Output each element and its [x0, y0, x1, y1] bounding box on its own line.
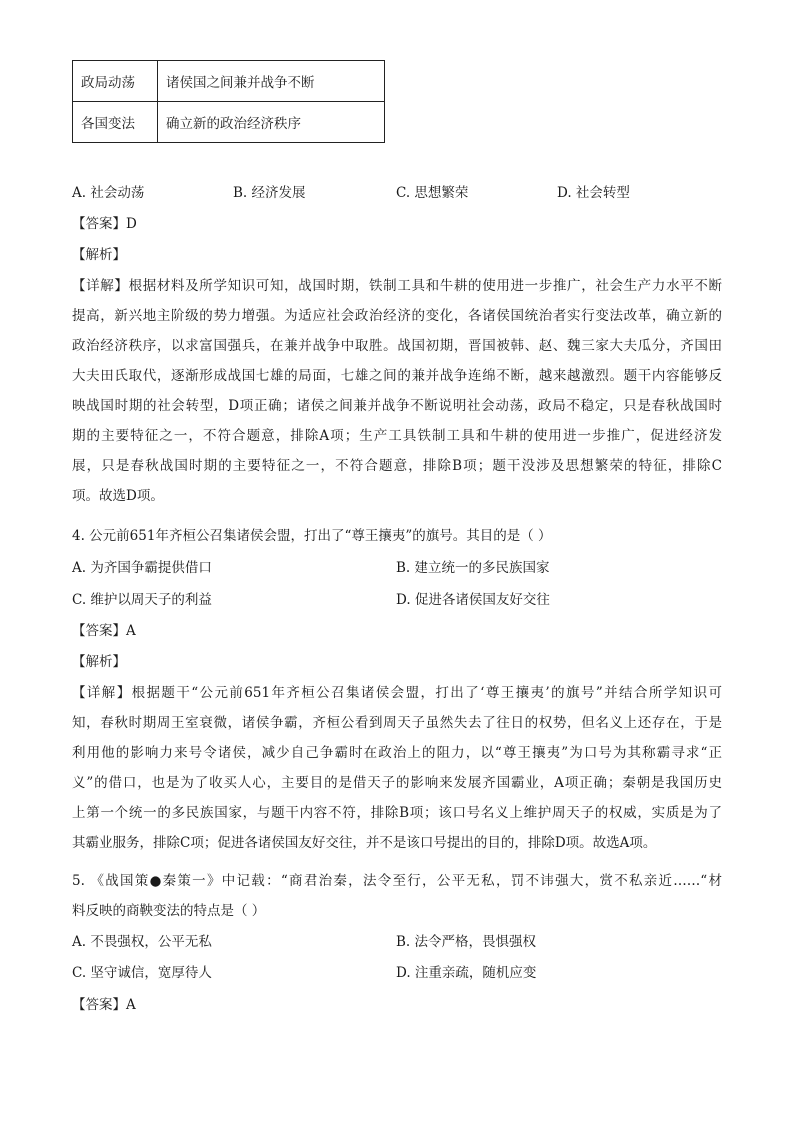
detail-line: 大夫田氏取代，逐渐形成战国七雄的局面，七雄之间的兼并战争连绵不断，越来越激烈。题干内容能够反: [72, 368, 722, 384]
detail-line: 上第一个统一的多民族国家，与题干内容不符，排除B项；该口号名义上维护周天子的权威，实质是为了: [72, 805, 722, 821]
q4-detail: [72, 678, 722, 858]
detail-line: 知，春秋时期周王室衰微，诸侯争霸，齐桓公看到周天子虽然失去了往日的权势，但名义上还存在，于是: [72, 715, 722, 731]
q5-option-c: C. 坚守诚信，宽厚待人: [72, 965, 212, 981]
detail-line: 政治经济秩序，以求富国强兵，在兼并战争中取胜。战国初期，晋国被韩、赵、魏三家大夫瓜分，齐国田: [72, 338, 722, 354]
politics-table: [72, 60, 385, 143]
detail-line: 【详解】根据材料及所学知识可知，战国时期，铁制工具和牛耕的使用进一步推广，社会生产力水平不断: [72, 278, 722, 294]
detail-line: 期的主要特征之一，不符合题意，排除A项；生产工具铁制工具和牛耕的使用进一步推广，促进经济发: [72, 428, 722, 444]
q3-option-c: C. 思想繁荣: [396, 185, 469, 201]
q4-option-b: B. 建立统一的多民族国家: [396, 560, 550, 576]
q3-detail: [72, 271, 722, 511]
stem-line: 5. 《战国策●秦策一》中记载：“商君治秦，法令至行，公平无私，罚不讳强大，赏不私亲近……“材: [72, 873, 722, 889]
table-cell: 诸侯国之间兼并战争不断: [158, 61, 385, 102]
detail-line: 其霸业服务，排除C项；促进各诸侯国友好交往，并不是该口号提出的目的，排除D项。故选A项。: [72, 835, 657, 851]
q3-analysis-heading: 【解析】: [72, 247, 126, 263]
q5-answer: 【答案】A: [72, 997, 136, 1013]
table-row: [73, 102, 385, 143]
detail-line: 项。故选D项。: [72, 488, 164, 504]
detail-line: 【详解】根据题干“公元前651年齐桓公召集诸侯会盟，打出了‘尊王攘夷’的旗号”并结合所学知识可: [72, 685, 722, 701]
table-cell: 确立新的政治经济秩序: [158, 102, 385, 143]
detail-line: 利用他的影响力来号令诸侯，减少自己争霸时在政治上的阻力，以“尊王攘夷”为口号为其称霸寻求“正: [72, 745, 722, 761]
q5-option-b: B. 法令严格，畏惧强权: [396, 934, 537, 950]
q3-option-a: A. 社会动荡: [72, 185, 145, 201]
q3-option-b: B. 经济发展: [233, 185, 306, 201]
detail-line: 提高，新兴地主阶级的势力增强。为适应社会政治经济的变化，各诸侯国统治者实行变法改革，确立新的: [72, 308, 722, 324]
detail-line: 义”的借口，也是为了收买人心，主要目的是借天子的影响来发展齐国霸业，A项正确；秦朝是我国历史: [72, 775, 722, 791]
q5-stem: [72, 866, 722, 926]
q5-option-d: D. 注重亲疏，随机应变: [396, 965, 537, 981]
detail-line: 映战国时期的社会转型，D项正确；诸侯之间兼并战争不断说明社会动荡，政局不稳定，只是春秋战国时: [72, 398, 722, 414]
table-cell: 政局动荡: [73, 61, 158, 102]
table-cell: 各国变法: [73, 102, 158, 143]
q3-answer: 【答案】D: [72, 216, 137, 232]
q4-option-c: C. 维护以周天子的利益: [72, 592, 212, 608]
table-row: [73, 61, 385, 102]
q4-option-d: D. 促进各诸侯国友好交往: [396, 592, 550, 608]
q4-answer: 【答案】A: [72, 623, 136, 639]
q5-option-a: A. 不畏强权，公平无私: [72, 934, 212, 950]
detail-line: 展，只是春秋战国时期的主要特征之一，不符合题意，排除B项；题干没涉及思想繁荣的特征，排除C: [72, 458, 722, 474]
q4-option-a: A. 为齐国争霸提供借口: [72, 560, 212, 576]
q3-option-d: D. 社会转型: [557, 185, 630, 201]
stem-line: 料反映的商鞅变法的特点是（ ）: [72, 903, 266, 919]
q4-stem: 4. 公元前651年齐桓公召集诸侯会盟，打出了“尊王攘夷”的旗号。其目的是（ ）: [72, 528, 552, 544]
q4-analysis-heading: 【解析】: [72, 654, 126, 670]
